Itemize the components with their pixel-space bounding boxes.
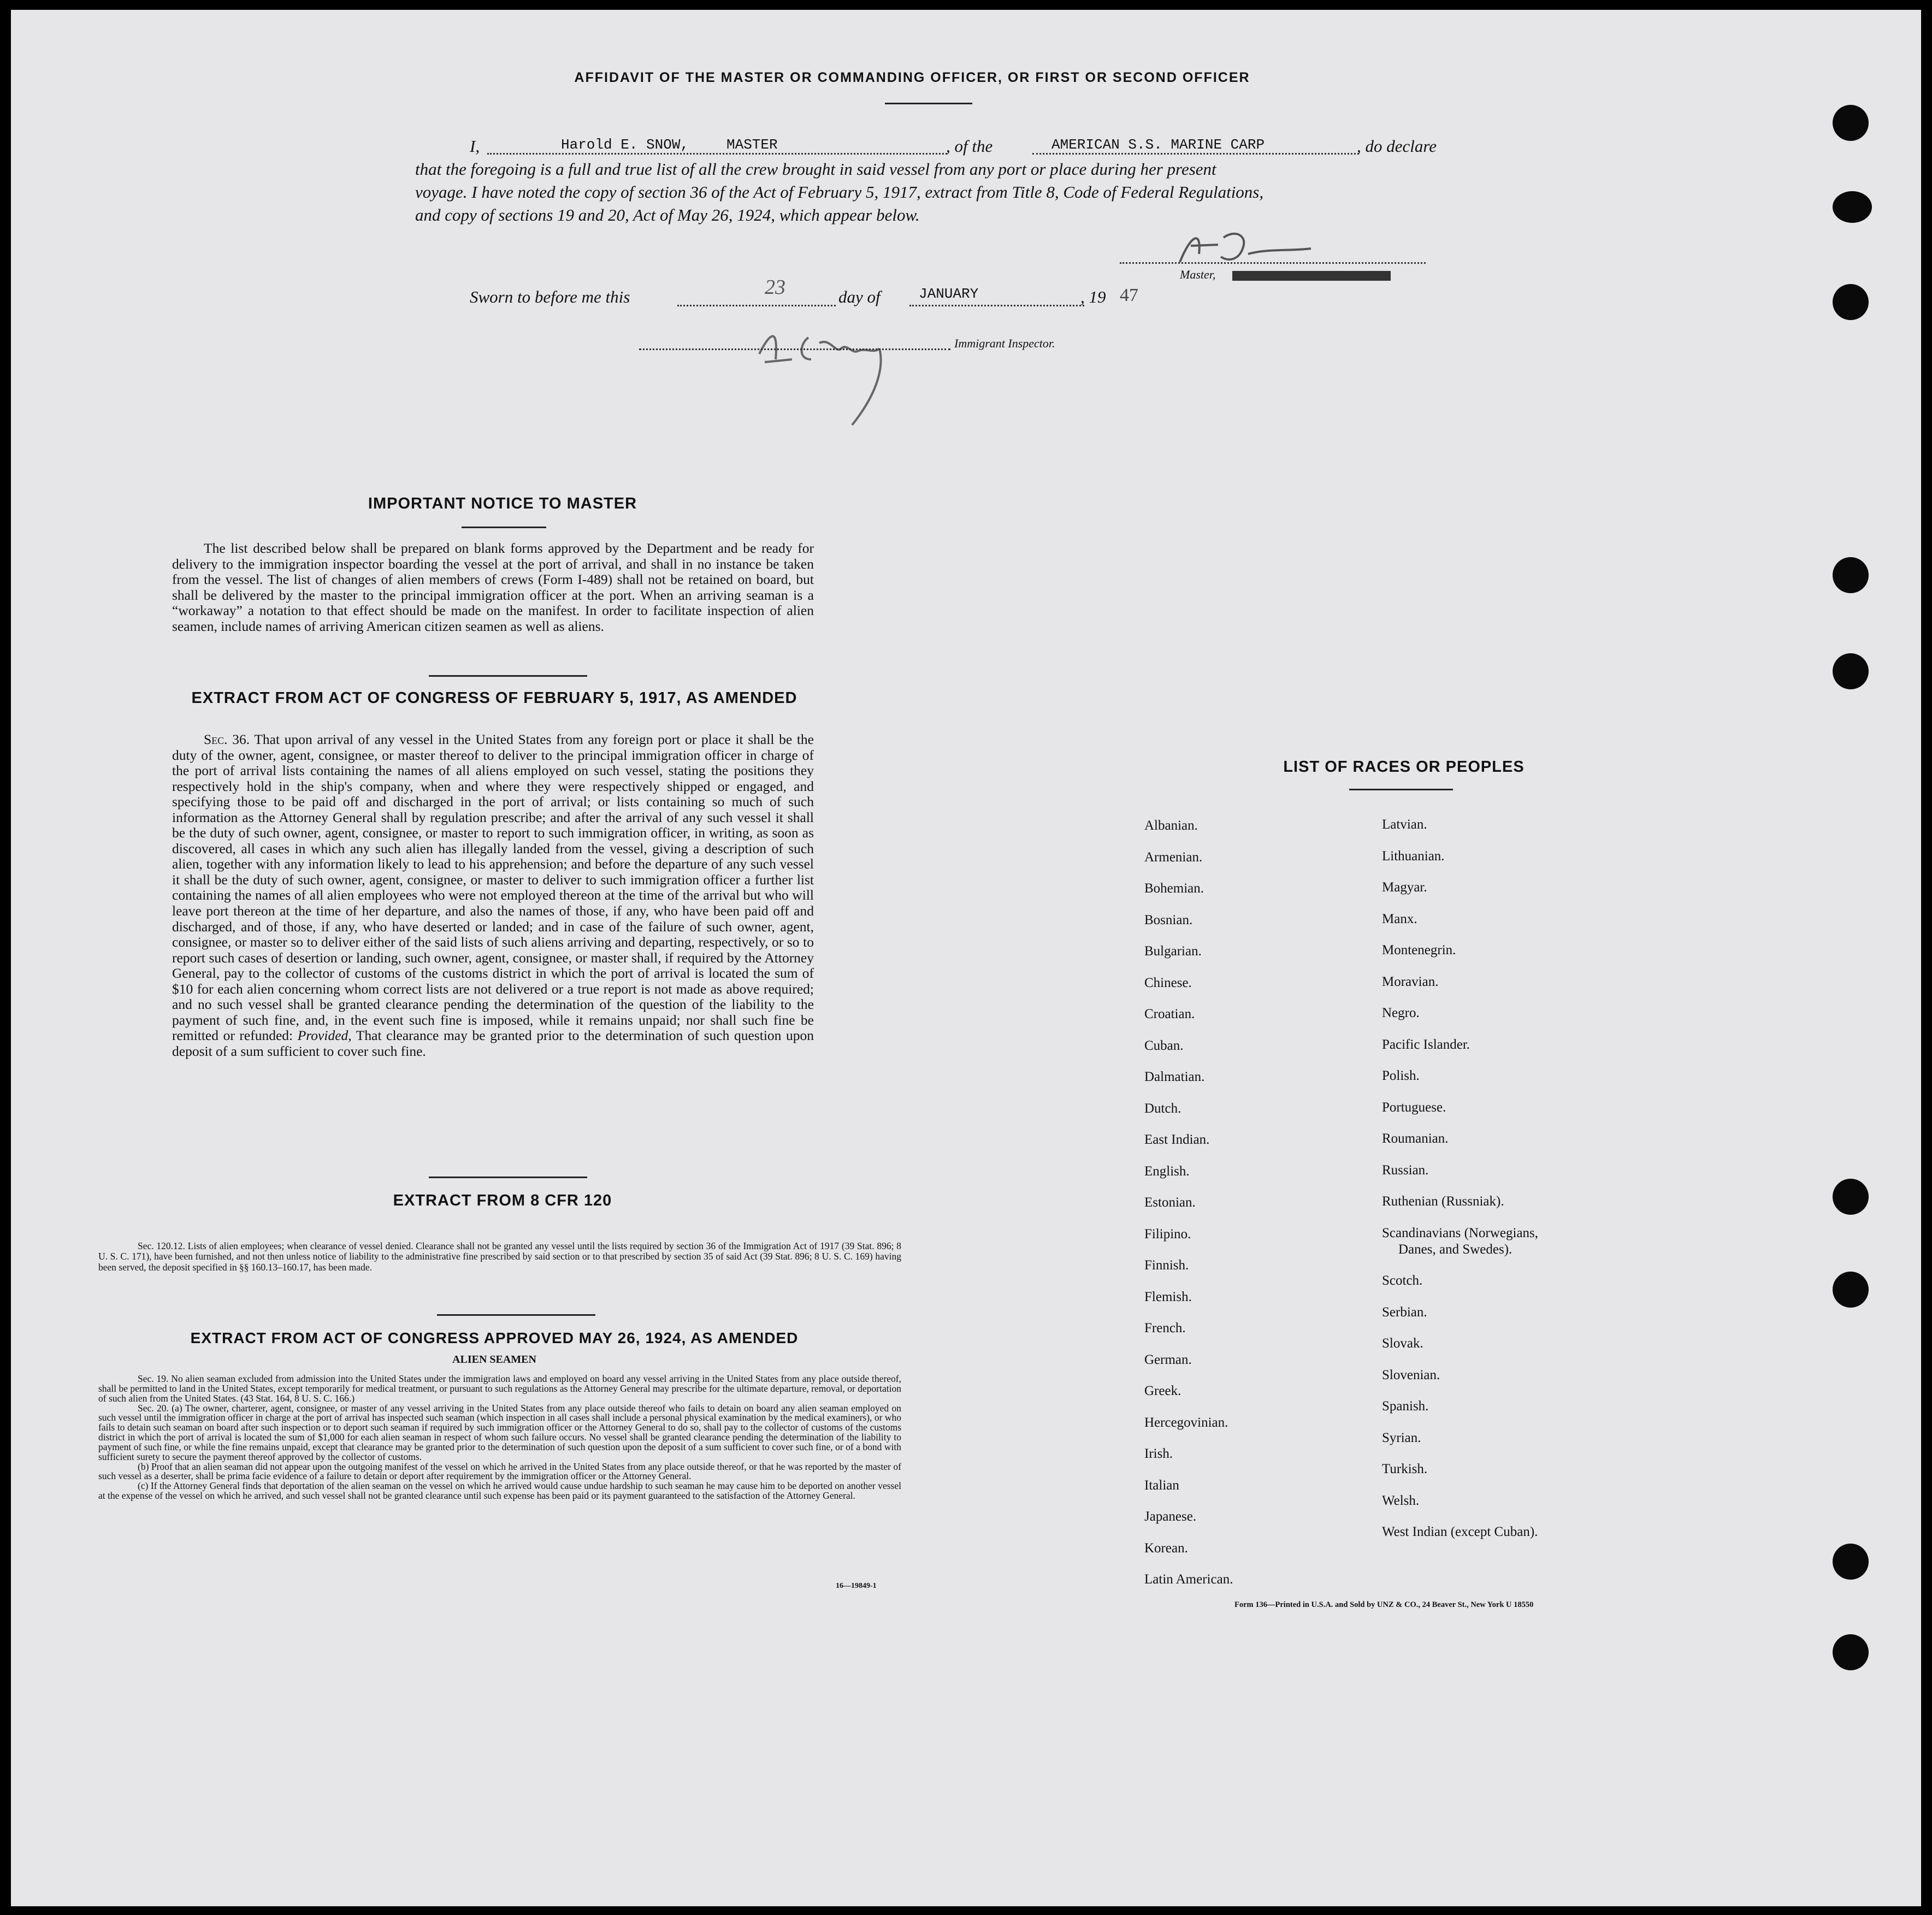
extract-1917-title: EXTRACT FROM ACT OF CONGRESS OF FEBRUARY 5, 1917, AS AMENDED — [191, 689, 797, 707]
provided-term: Provided, — [297, 1027, 352, 1044]
punch-hole — [1833, 653, 1869, 689]
divider — [885, 103, 972, 104]
race-item: Syrian. — [1382, 1430, 1421, 1445]
race-item: Ruthenian (Russniak). — [1382, 1194, 1504, 1209]
race-item: Latin American. — [1144, 1572, 1233, 1587]
race-item: Portuguese. — [1382, 1100, 1446, 1115]
sworn-year: 47 — [1120, 285, 1138, 305]
race-item: Finnish. — [1144, 1258, 1189, 1273]
race-item: Italian — [1144, 1477, 1179, 1493]
section-19-text: Sec. 19. No alien seaman excluded from admission into the United States under the immigration laws and employed on board any vessel arriving in the United States from any place outside thereof, shall be permitted to land in the United States, except temporarily for medical treatment, or pursuant to such regulations as the Attorney General may prescribe for the ultimate departure, removal, or deportation of such alien from the United States. (43 Stat. 164, 8 U. S. C. 166.) — [98, 1373, 901, 1404]
race-item: Danes, and Swedes). — [1398, 1242, 1512, 1257]
section-36-text — [172, 732, 814, 1059]
race-item: Polish. — [1382, 1068, 1420, 1083]
race-item: Japanese. — [1144, 1509, 1197, 1524]
race-item: Magyar. — [1382, 880, 1427, 895]
punch-hole — [1833, 1179, 1869, 1215]
race-item: German. — [1144, 1352, 1192, 1367]
notice-body: The list described below shall be prepared on blank forms approved by the Department and be ready for delivery to the immigration inspector boarding the vessel at the port of arrival, and shall in no instance be taken from the vessel. The list of changes of alien members of crews (Form I-489) shall not be retained on board, but shall be delivered by the master to the principal immigration officer at the port. When an arriving seaman is a “workaway” a notation to that effect should be made on the manifest. In order to facilitate inspection of alien seamen, include names of arriving American citizen seamen as well as aliens. — [172, 540, 814, 634]
alien-seamen-subtitle: ALIEN SEAMEN — [452, 1353, 536, 1366]
race-item: Manx. — [1382, 911, 1417, 926]
race-item: Pacific Islander. — [1382, 1037, 1470, 1052]
race-item: Hercegovinian. — [1144, 1415, 1228, 1430]
race-item: Scandinavians (Norwegians, — [1382, 1225, 1539, 1240]
form-code: 16—19849-1 — [836, 1582, 877, 1590]
section-20c-text: (c) If the Attorney General finds that deportation of the alien seaman on the vessel on which he arrived would cause undue hardship to such seaman he may cause him to be deported on another vessel at the expense of the vessel on which he arrived, and such vessel shall not be granted clearance until such expense has been paid or its payment guaranteed to the satisfaction of the Attorney General. — [98, 1480, 901, 1502]
race-item: Lithuanian. — [1382, 848, 1445, 864]
extract-1924-body — [98, 1374, 901, 1501]
section-36-body: That upon arrival of any vessel in the United States from any foreign port or place it shall be the duty of the owner, agent, consignee, or master thereof to deliver to the principal immigration officer in charge of the port of arrival lists containing the names of all aliens employed on such vessel, stating the positions they respectively hold in the ship's company, when and where they were respectively shipped or engaged, and specifying those to be paid off and discharged in the port of arrival; or lists containing so much of such information as the Attorney General shall by regulation prescribe; and after the arrival of any such vessel it shall be the duty of such owner, agent, consignee, or master to report to such immigration officer, in writing, as soon as discovered, all cases in which any such alien has illegally landed from the vessel, giving a description of such alien, together with any information likely to lead to his apprehension; and before the departure of any such vessel it shall be the duty of such owner, agent, consignee, or master to deliver to such immigration officer a further list containing the names of all alien employees who were not employed thereon at the time of the arrival but who will leave port thereon at the time of her departure, and also the names of those, if any, who have been paid off and discharged, and of those, if any, who have deserted or landed; and in case of the failure of such owner, agent, consignee, or master so to deliver either of the said lists of such aliens arriving and departing, respectively, or so to report such cases of desertion or landing, such owner, agent, consignee, or master shall, if required by the Attorney General, pay to the collector of customs of the customs district in which the port of arrival is located the sum of $10 for each alien concerning whom correct lists are not delivered or a true report is not made as above required; and no such vessel shall be granted clearance pending the determination of the question of the liability to the payment of such fine, and, in the event such fine is imposed, while it remains unpaid; nor shall such fine be remitted or refunded: — [172, 731, 814, 1044]
master-label: Master, — [1180, 268, 1216, 281]
section-36-end: That clearance may be granted prior to the determination of such question upon deposit of a sum sufficient to cover such fine. — [172, 1027, 814, 1059]
of-the-text: , of the — [946, 137, 993, 156]
race-item: Filipino. — [1144, 1226, 1191, 1242]
divider — [429, 1177, 587, 1178]
do-declare-text: , do declare — [1357, 137, 1437, 156]
sworn-month: JANUARY — [919, 286, 979, 302]
affidavit-line: and copy of sections 19 and 20, Act of May 26, 1924, which appear below. — [415, 205, 920, 224]
punch-hole — [1833, 191, 1872, 223]
race-item: Serbian. — [1382, 1304, 1427, 1320]
race-item: Montenegrin. — [1382, 943, 1456, 958]
race-item: Cuban. — [1144, 1038, 1184, 1053]
master-rank: MASTER — [726, 137, 778, 153]
divider — [429, 675, 587, 677]
race-item: Russian. — [1382, 1162, 1429, 1178]
section-20a-text: Sec. 20. (a) The owner, charterer, agent, consignee, or master of any vessel arriving in the United States from any place outside thereof who fails to detain on board any alien seaman employed on such vessel until the immigration officer in charge at the port of arrival has inspected such seaman (which inspection in all cases shall include a personal physical examination by the medical examiners), or who fails to detain such seaman on board after such inspection or to deport such seaman if required by such immigration officer or the Attorney General to do so, shall pay to the collector of customs of the customs district in which the port of arrival is located the sum of $1,000 for each alien seaman in respect of whom such failure occurs. No vessel shall be granted clearance pending the determination of the liability to payment of such fine, or while the fine remains unpaid, except that clearance may be granted prior to the determination of such question upon the deposit of a sum sufficient to cover such fine, or of a bond with sufficient surety to secure the payment thereof approved by the collector of customs. — [98, 1402, 901, 1462]
inspector-label: Immigrant Inspector. — [954, 336, 1055, 350]
divider — [462, 527, 546, 528]
race-item: Negro. — [1382, 1006, 1420, 1020]
race-item: West Indian (except Cuban). — [1382, 1524, 1538, 1539]
master-name: Harold E. SNOW, — [561, 137, 689, 153]
race-item: Albanian. — [1144, 818, 1198, 833]
race-item: Roumanian. — [1382, 1131, 1449, 1146]
race-item: Slovak. — [1382, 1336, 1423, 1351]
race-item: Latvian. — [1382, 817, 1427, 832]
punch-hole — [1833, 557, 1869, 593]
divider — [437, 1314, 595, 1316]
fill-line — [487, 153, 947, 155]
master-signature — [1147, 224, 1333, 273]
race-item: East Indian. — [1144, 1132, 1210, 1147]
punch-hole — [1833, 105, 1869, 141]
race-item: Croatian. — [1144, 1007, 1195, 1021]
punch-hole — [1833, 1634, 1869, 1670]
race-item: Slovenian. — [1382, 1367, 1440, 1382]
affidavit-line: that the foregoing is a full and true list of all the crew brought in said vessel from any port or place during her present — [415, 159, 1216, 179]
race-item: Moravian. — [1382, 974, 1439, 989]
cfr-body: Sec. 120.12. Lists of alien employees; when clearance of vessel denied. Clearance shall not be granted any vessel until the lists required by section 36 of the Immigration Act of 1917 (39 Stat. 896; 8 U. S. C. 171), have been furnished, and not then unless notice of liability to the administrative fine prescribed by said section or to that prescribed by section 35 of said Act (39 Stat. 896; 8 U. S. C. 169) having been served, the deposit specified in §§ 160.13–160.17, has been made. — [98, 1240, 901, 1273]
race-item: Irish. — [1144, 1446, 1173, 1461]
race-item: Spanish. — [1382, 1399, 1429, 1414]
punch-hole — [1833, 284, 1869, 320]
race-item: Welsh. — [1382, 1493, 1420, 1508]
section-20b-text: (b) Proof that an alien seaman did not appear upon the outgoing manifest of the vessel on which he arrived in the United States from any place outside thereof, or that he was reported by the master of such vessel as a deserter, shall be prima facie evidence of a failure to detain or deport after requirement by the immigration officer or the Attorney General. — [98, 1461, 901, 1482]
cfr-title: EXTRACT FROM 8 CFR 120 — [393, 1192, 612, 1209]
race-item: Flemish. — [1144, 1289, 1192, 1304]
signature-line — [1120, 262, 1426, 264]
race-item: Korean. — [1144, 1540, 1188, 1556]
race-item: English. — [1144, 1163, 1190, 1179]
day-of-text: day of — [838, 287, 881, 306]
races-title: LIST OF RACES OR PEOPLES — [1283, 758, 1525, 776]
affidavit-pronoun: I, — [470, 137, 480, 156]
race-item: Bosnian. — [1144, 912, 1193, 927]
document-page — [11, 10, 1921, 1906]
vessel-name: AMERICAN S.S. MARINE CARP — [1051, 137, 1265, 153]
extract-1924-title: EXTRACT FROM ACT OF CONGRESS APPROVED MAY 26, 1924, AS AMENDED — [190, 1329, 799, 1346]
races-right-column — [1382, 817, 1655, 1593]
affidavit-title: AFFIDAVIT OF THE MASTER OR COMMANDING OFFICER, OR FIRST OR SECOND OFFICER — [574, 70, 1250, 85]
race-item: Dutch. — [1144, 1101, 1181, 1116]
year-prefix: , 19 — [1080, 287, 1106, 306]
notice-title: IMPORTANT NOTICE TO MASTER — [368, 495, 637, 512]
race-item: French. — [1144, 1321, 1186, 1335]
punch-hole — [1833, 1544, 1869, 1580]
race-item: Estonian. — [1144, 1195, 1196, 1210]
punch-hole — [1833, 1272, 1869, 1308]
race-item: Greek. — [1144, 1384, 1181, 1398]
sworn-prefix: Sworn to before me this — [470, 287, 630, 306]
race-item: Chinese. — [1144, 975, 1192, 990]
race-item: Armenian. — [1144, 849, 1203, 865]
race-item: Scotch. — [1382, 1273, 1423, 1288]
struck-out-text — [1232, 271, 1391, 281]
races-left-column — [1144, 818, 1363, 1605]
race-item: Bulgarian. — [1144, 944, 1202, 959]
affidavit-line: voyage. I have noted the copy of section 36 of the Act of February 5, 1917, extract from Title 8, Code of Federal Regulations, — [415, 182, 1264, 202]
fill-line — [909, 305, 1084, 306]
fill-line — [1032, 153, 1359, 155]
printer-imprint: Form 136—Printed in U.S.A. and Sold by UNZ & CO., 24 Beaver St., New York U 18550 — [1234, 1600, 1534, 1609]
race-item: Dalmatian. — [1144, 1069, 1205, 1084]
fill-line — [677, 305, 836, 306]
section-label: Sec. 36. — [204, 731, 250, 747]
inspector-signature — [748, 321, 934, 430]
race-item: Bohemian. — [1144, 881, 1204, 896]
race-item: Turkish. — [1382, 1462, 1428, 1476]
signature-line — [639, 348, 950, 350]
sworn-day: 23 — [765, 276, 785, 299]
divider — [1349, 789, 1453, 790]
